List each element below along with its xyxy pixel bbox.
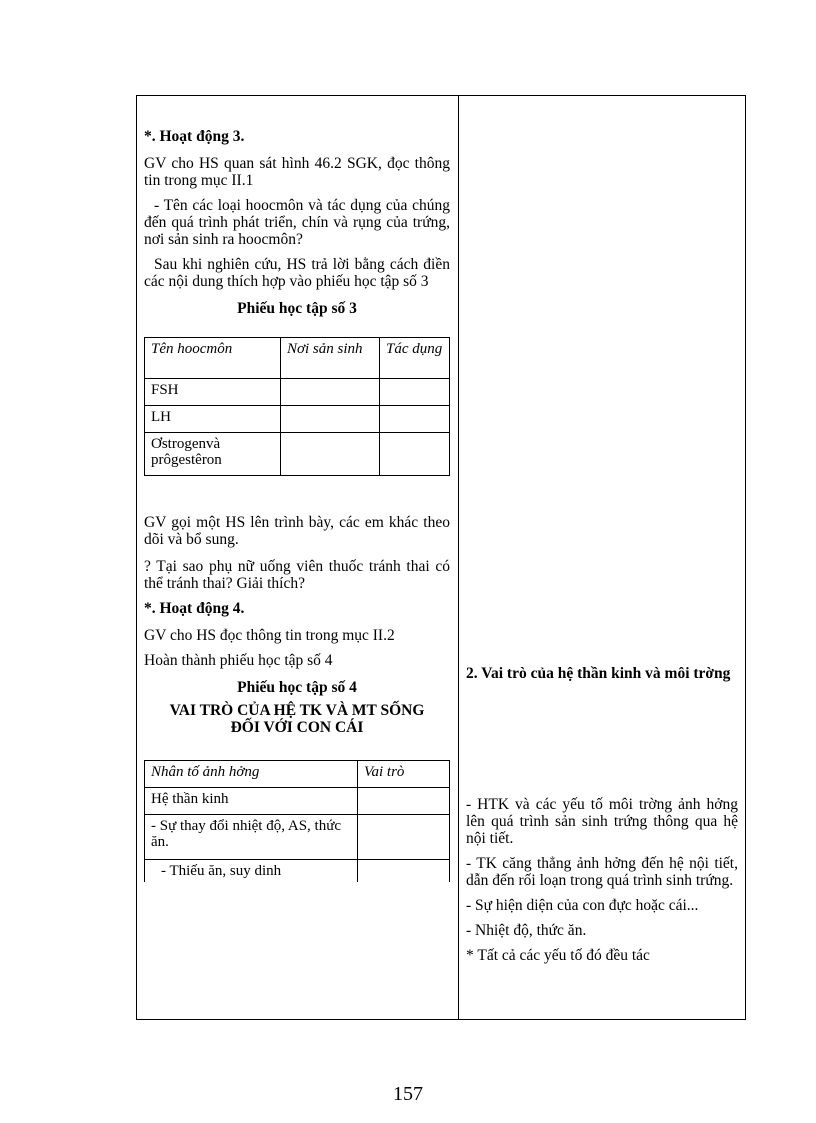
right-column-notes bbox=[466, 796, 738, 964]
sheet-3-table bbox=[144, 337, 450, 476]
paragraph-1: GV cho HS quan sát hình 46.2 SGK, đọc thông tin trong mục II.1 bbox=[144, 155, 450, 189]
paragraph-4: GV gọi một HS lên trình bày, các em khác theo dõi và bổ sung. bbox=[144, 514, 450, 548]
note-2: - TK căng thẳng ảnh hởng đến hệ nội tiết, dẫn đến rối loạn trong quá trình sinh trứng. bbox=[466, 855, 738, 889]
table-row bbox=[145, 433, 450, 476]
header-cell: Nơi sản sinh bbox=[281, 338, 380, 379]
column-divider bbox=[458, 95, 459, 1020]
paragraph-7: Hoàn thành phiếu học tập số 4 bbox=[144, 652, 333, 669]
header-cell: Tác dụng bbox=[380, 338, 450, 379]
table-row bbox=[145, 406, 450, 433]
header-cell: Vai trò bbox=[358, 761, 450, 788]
paragraph-6: GV cho HS đọc thông tin trong mục II.2 bbox=[144, 627, 395, 644]
header-cell: Tên hoocmôn bbox=[145, 338, 281, 379]
paragraph-5: ? Tại sao phụ nữ uống viên thuốc tránh thai có thể tránh thai? Giải thích? bbox=[144, 558, 450, 592]
note-5: * Tất cả các yếu tố đó đều tác bbox=[466, 947, 650, 964]
table-cell: - Sự thay đổi nhiệt độ, AS, thức ăn. bbox=[145, 815, 358, 860]
sheet-4-title: Phiếu học tập số 4 bbox=[237, 679, 357, 696]
sheet-3-title: Phiếu học tập số 3 bbox=[237, 300, 357, 317]
table-cell: Hệ thần kinh bbox=[145, 788, 358, 815]
table-cell: - Thiếu ăn, suy dinh bbox=[145, 860, 358, 883]
note-4: - Nhiệt độ, thức ăn. bbox=[466, 922, 587, 939]
sheet-4-subtitle: VAI TRÒ CỦA HỆ TK VÀ MT SỐNG ĐỐI VỚI CON CÁI bbox=[169, 702, 425, 736]
table-row bbox=[145, 860, 450, 883]
page-number: 157 bbox=[393, 1083, 423, 1105]
activity-4-title: *. Hoạt động 4. bbox=[144, 600, 245, 617]
table-cell: Ơstrogenvà prôgestêron bbox=[145, 433, 281, 476]
table-cell: LH bbox=[145, 406, 281, 433]
note-3: - Sự hiện diện của con đực hoặc cái... bbox=[466, 897, 699, 914]
section-2-title: 2. Vai trò của hệ thần kinh và môi trờng bbox=[466, 665, 731, 682]
note-1: - HTK và các yếu tố môi trờng ảnh hởng lên quá trình sản sinh trứng thông qua hệ nội tiết. bbox=[466, 796, 738, 847]
right-column bbox=[466, 665, 738, 682]
sheet-4-table bbox=[144, 760, 450, 882]
table-row bbox=[145, 379, 450, 406]
table-header-row bbox=[145, 761, 450, 788]
paragraph-3: Sau khi nghiên cứu, HS trả lời bằng cách điền các nội dung thích hợp vào phiếu học tập số 3 bbox=[144, 256, 450, 290]
table-header-row bbox=[145, 338, 450, 379]
table-row bbox=[145, 788, 450, 815]
paragraph-2: - Tên các loại hoocmôn và tác dụng của chúng đến quá trình phát triển, chín và rụng của trứng, nơi sản sinh ra hoocmôn? bbox=[144, 197, 450, 248]
header-cell: Nhân tố ảnh hởng bbox=[145, 761, 358, 788]
left-column bbox=[144, 128, 450, 882]
activity-3-title: *. Hoạt động 3. bbox=[144, 128, 245, 145]
table-cell: FSH bbox=[145, 379, 281, 406]
table-row bbox=[145, 815, 450, 860]
